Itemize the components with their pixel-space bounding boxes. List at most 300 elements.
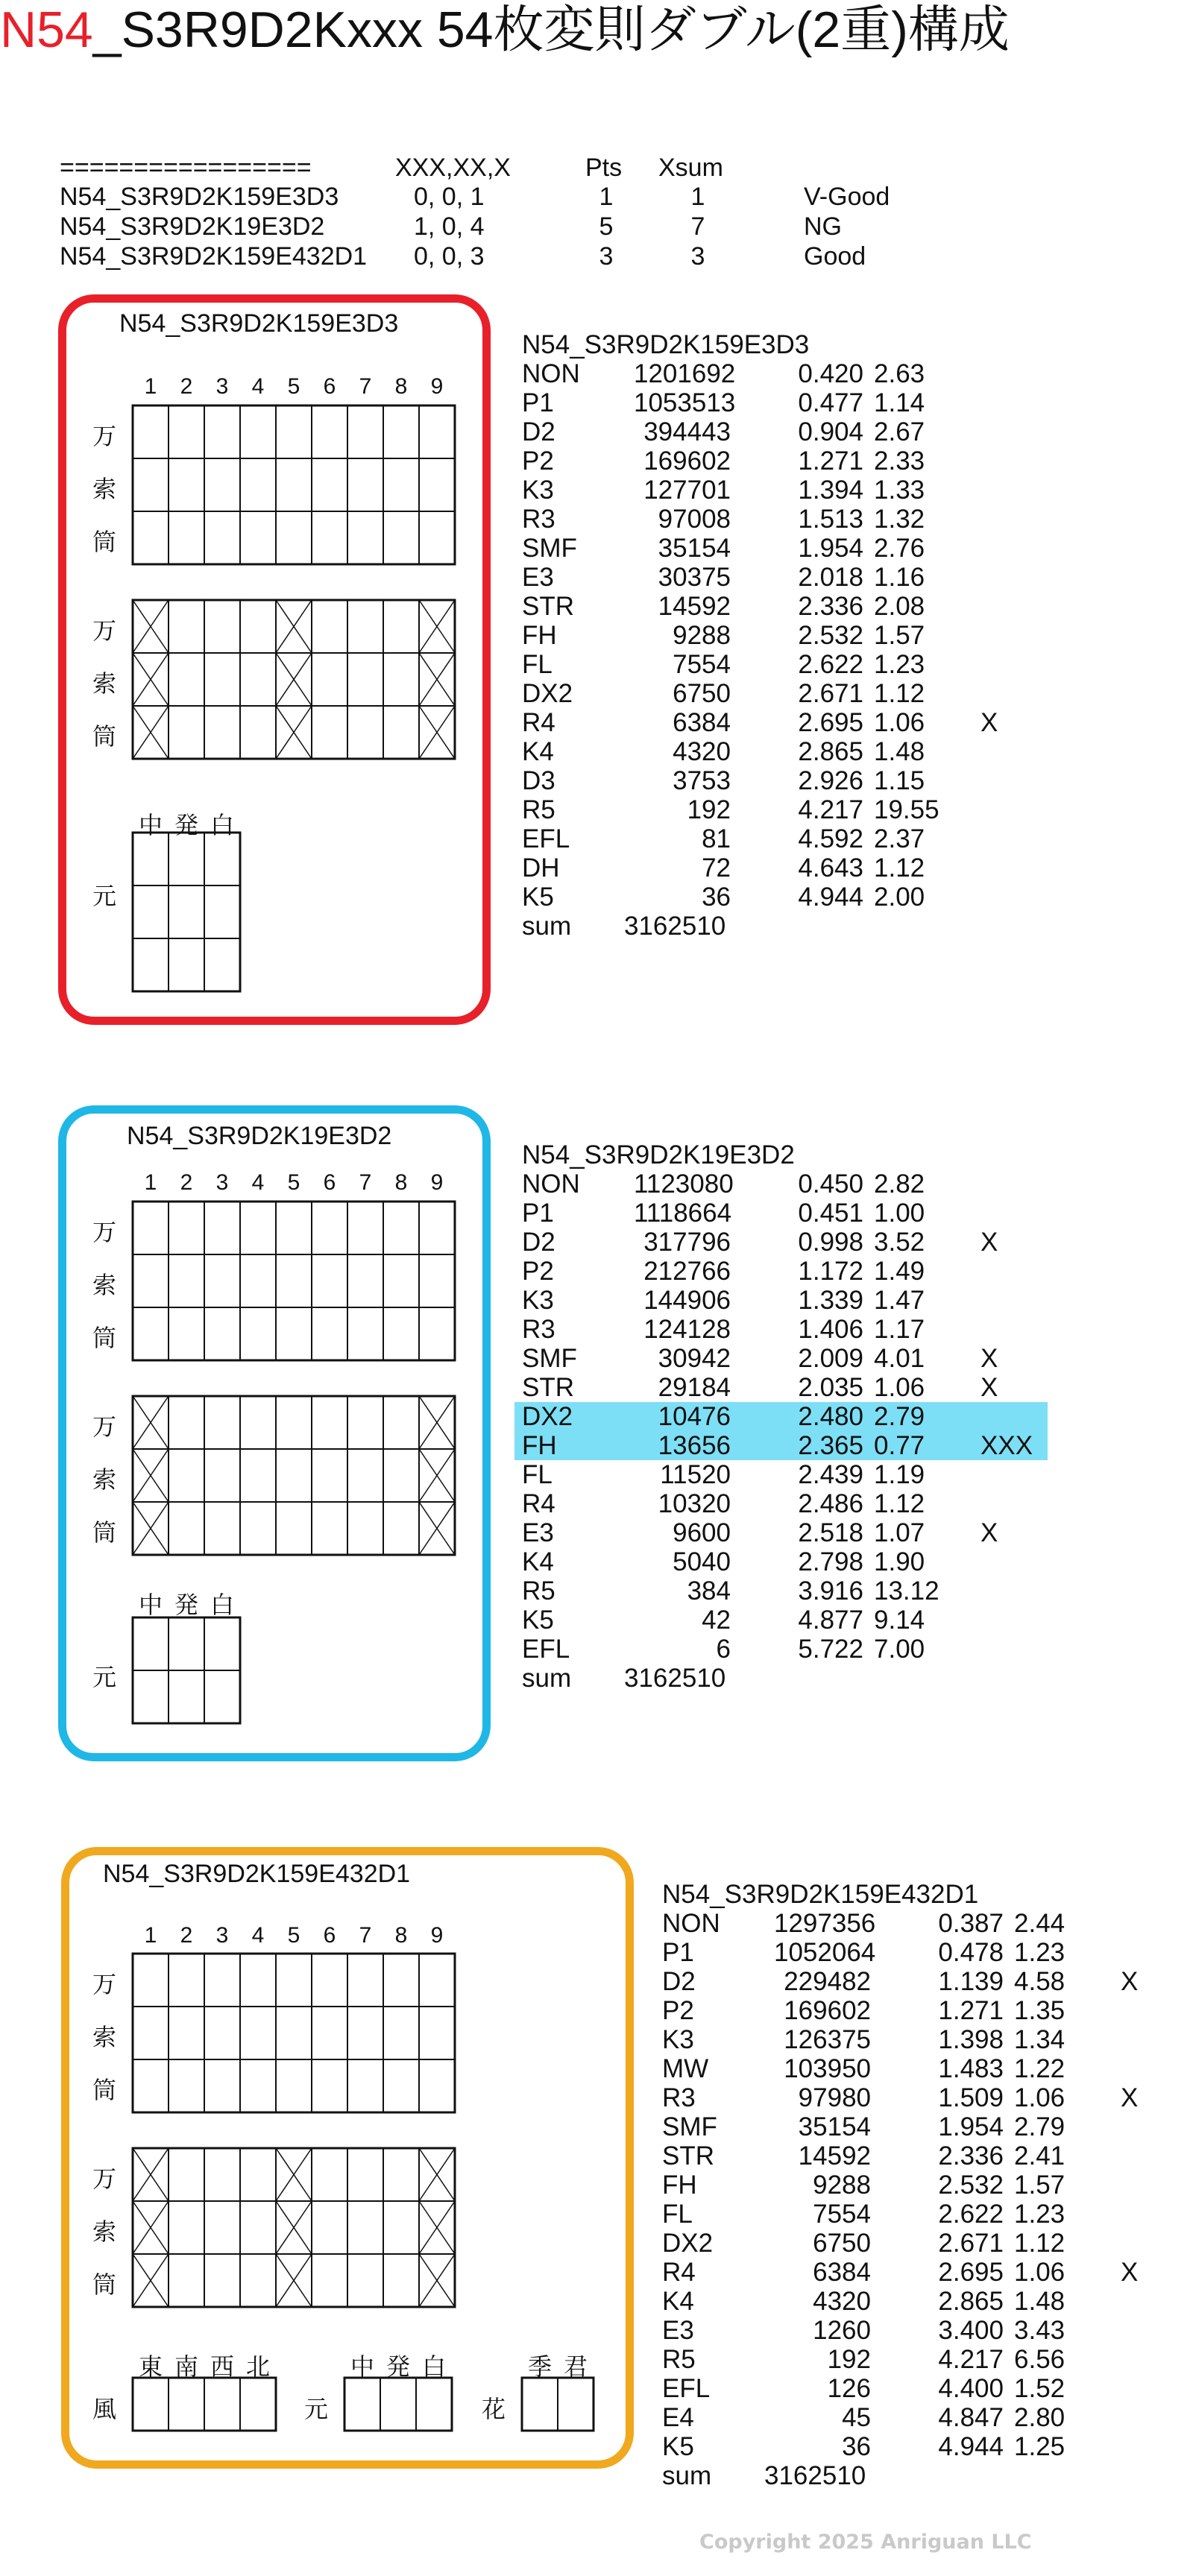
summary-name: N54_S3R9D2K159E3D3 <box>60 183 339 211</box>
stats-row <box>522 1431 1059 1460</box>
column-number: 9 <box>430 1170 444 1195</box>
column-number: 4 <box>251 1923 265 1948</box>
stats-hand: E3 <box>522 1518 554 1547</box>
stats-count: 126 <box>827 2374 871 2403</box>
stats-title: N54_S3R9D2K159E432D1 <box>662 1880 979 1909</box>
stats-hand: DX2 <box>522 1402 573 1431</box>
stats-score: 4.592 <box>798 824 863 853</box>
stats-ratio: 4.01 <box>874 1344 925 1373</box>
dragon-label: 発 <box>174 812 198 839</box>
stats-row <box>522 650 1059 679</box>
wind-label: 南 <box>174 2353 198 2380</box>
dragon-label: 中 <box>138 812 163 839</box>
stats-count: 6750 <box>673 679 731 708</box>
stats-hand: EFL <box>522 824 570 853</box>
stats-ratio: 1.06 <box>874 708 925 737</box>
stats-row <box>522 359 1059 388</box>
column-number: 6 <box>323 374 336 399</box>
stats-row <box>522 1402 1059 1431</box>
suit-label: 万 <box>92 617 117 644</box>
stats-score: 0.477 <box>798 388 863 417</box>
flower-suit-label: 花 <box>482 2396 506 2422</box>
column-number: 7 <box>359 374 372 399</box>
stats-row <box>522 534 1059 563</box>
stats-ratio: 1.23 <box>1014 1938 1065 1967</box>
stats-hand: SMF <box>522 534 577 563</box>
stats-row <box>662 1996 1147 2025</box>
stats-row <box>662 2432 1147 2461</box>
stats-score: 0.478 <box>938 1938 1004 1967</box>
wind-suit-label: 風 <box>92 2396 117 2422</box>
stats-ratio: 1.06 <box>1014 2258 1065 2287</box>
stats-count: 35154 <box>658 534 731 563</box>
stats-row <box>662 1909 1147 1938</box>
stats-count: 1052064 <box>774 1938 876 1967</box>
stats-score: 4.643 <box>798 853 863 883</box>
stats-count: 6384 <box>813 2258 871 2287</box>
stats-count: 192 <box>827 2345 871 2374</box>
stats-count: 13656 <box>658 1431 731 1460</box>
stats-row <box>662 1938 1147 1967</box>
stats-score: 3.916 <box>798 1576 863 1606</box>
stats-row <box>662 2345 1147 2374</box>
stats-score: 1.954 <box>938 2112 1004 2141</box>
stats-sum-value: 3162510 <box>764 2461 866 2490</box>
suit-label: 万 <box>92 2165 117 2192</box>
stats-score: 1.509 <box>938 2083 1004 2112</box>
stats-row <box>522 621 1059 650</box>
stats-count: 97980 <box>798 2083 871 2112</box>
stats-count: 7554 <box>673 650 731 679</box>
stats-score: 0.450 <box>798 1169 863 1199</box>
column-number: 5 <box>287 1170 300 1195</box>
stats-ratio: 1.48 <box>1014 2287 1065 2316</box>
summary-verdict: V-Good <box>804 183 890 211</box>
stats-hand: P1 <box>522 1199 554 1228</box>
column-number: 2 <box>180 1170 193 1195</box>
stats-count: 3753 <box>673 766 731 795</box>
stats-row <box>522 446 1059 476</box>
suit-label: 索 <box>92 476 117 502</box>
stats-hand: K3 <box>522 476 554 505</box>
stats-row <box>522 1199 1059 1228</box>
flower-label: 季 <box>527 2353 552 2380</box>
stats-row <box>522 417 1059 446</box>
dragon-label: 白 <box>421 2353 446 2380</box>
stats-row <box>522 1286 1059 1315</box>
stats-count: 6384 <box>673 708 731 737</box>
stats-ratio: 1.19 <box>874 1460 925 1489</box>
stats-score: 1.483 <box>938 2054 1004 2083</box>
stats-count: 169602 <box>784 1996 871 2025</box>
summary-header-name: ================= <box>60 154 312 182</box>
dragon-label: 中 <box>350 2353 374 2380</box>
stats-score: 2.518 <box>798 1518 863 1547</box>
stats-row <box>662 2171 1147 2200</box>
stats-score: 2.486 <box>798 1489 863 1518</box>
stats-row <box>662 2316 1147 2345</box>
stats-ratio: 1.52 <box>1014 2374 1065 2403</box>
stats-hand: E3 <box>522 563 554 592</box>
stats-score: 1.139 <box>938 1967 1004 1996</box>
stats-hand: NON <box>522 1169 580 1199</box>
stats-count: 1118664 <box>634 1199 732 1228</box>
column-number: 1 <box>144 374 157 399</box>
suit-label: 索 <box>92 670 117 697</box>
stats-count: 6750 <box>813 2229 871 2258</box>
stats-row <box>522 1169 1059 1199</box>
wind-label: 北 <box>245 2353 270 2380</box>
stats-score: 4.847 <box>938 2403 1004 2432</box>
stats-row <box>522 1315 1059 1344</box>
panel-title: N54_S3R9D2K159E3D3 <box>119 309 399 338</box>
stats-ratio: 2.00 <box>874 883 925 912</box>
stats-hand: K3 <box>522 1286 554 1315</box>
stats-count: 10320 <box>658 1489 731 1518</box>
stats-hand: STR <box>522 592 574 621</box>
stats-hand: K4 <box>662 2287 694 2316</box>
flower-grid <box>520 2376 595 2432</box>
stats-count: 1297356 <box>774 1909 876 1938</box>
stats-sum-value: 3162510 <box>624 1664 726 1693</box>
stats-score: 2.532 <box>798 621 863 650</box>
stats-count: 126375 <box>784 2025 871 2054</box>
stats-row <box>522 563 1059 592</box>
stats-row <box>522 1344 1059 1373</box>
stats-row <box>522 708 1059 737</box>
stats-count: 127701 <box>643 476 731 505</box>
column-number: 8 <box>394 1923 408 1948</box>
stats-count: 103950 <box>784 2054 871 2083</box>
stats-count: 124128 <box>643 1315 731 1344</box>
stats-row <box>522 505 1059 534</box>
stats-ratio: 2.76 <box>874 534 925 563</box>
stats-score: 4.217 <box>938 2345 1004 2374</box>
stats-score: 2.671 <box>938 2229 1004 2258</box>
column-number: 8 <box>394 374 408 399</box>
stats-hand: SMF <box>522 1344 577 1373</box>
suit-grid-bottom <box>131 599 456 760</box>
stats-ratio: 1.12 <box>1014 2229 1065 2258</box>
summary-xxx: 0, 0, 1 <box>414 183 485 211</box>
grid-border <box>344 2378 452 2431</box>
stats-score: 2.480 <box>798 1402 863 1431</box>
panel-title: N54_S3R9D2K159E432D1 <box>103 1860 411 1888</box>
stats-count: 144906 <box>643 1286 731 1315</box>
panel-title: N54_S3R9D2K19E3D2 <box>127 1122 392 1150</box>
stats-ratio: 13.12 <box>874 1576 939 1606</box>
stats-score: 1.271 <box>938 1996 1004 2025</box>
stats-score: 0.904 <box>798 417 863 446</box>
stats-hand: R3 <box>662 2083 696 2112</box>
stats-score: 2.798 <box>798 1547 863 1576</box>
stats-hand: P2 <box>662 1996 694 2025</box>
stats-ratio: 1.00 <box>874 1199 925 1228</box>
suit-label: 万 <box>92 1413 117 1440</box>
stats-ratio: 1.06 <box>874 1373 925 1402</box>
stats-score: 2.009 <box>798 1344 863 1373</box>
stats-hand: K5 <box>522 883 554 912</box>
stats-ratio: 3.52 <box>874 1228 925 1257</box>
stats-score: 1.398 <box>938 2025 1004 2054</box>
suit-grid-bottom <box>131 1395 456 1556</box>
stats-mark: X <box>980 1228 998 1257</box>
stats-sum-value: 3162510 <box>624 912 726 941</box>
dragon-label: 発 <box>385 2353 410 2380</box>
stats-ratio: 1.57 <box>874 621 925 650</box>
stats-score: 0.420 <box>798 359 863 388</box>
summary-pts: 3 <box>599 242 614 271</box>
stats-score: 1.172 <box>798 1257 863 1286</box>
suit-label: 索 <box>92 2024 117 2051</box>
stats-mark: X <box>1121 2083 1139 2112</box>
grid-border <box>133 1954 455 2112</box>
stats-count: 317796 <box>643 1228 731 1257</box>
stats-count: 169602 <box>643 446 731 476</box>
stats-mark: XXX <box>980 1431 1033 1460</box>
stats-score: 1.271 <box>798 446 863 476</box>
stats-ratio: 2.80 <box>1014 2403 1065 2432</box>
stats-ratio: 1.34 <box>1014 2025 1065 2054</box>
stats-ratio: 1.12 <box>874 1489 925 1518</box>
summary-header-xsum: Xsum <box>658 154 723 182</box>
stats-ratio: 1.07 <box>874 1518 925 1547</box>
stats-count: 1260 <box>813 2316 871 2345</box>
stats-hand: R4 <box>522 1489 555 1518</box>
stats-hand: R3 <box>522 1315 555 1344</box>
stats-ratio: 2.67 <box>874 417 925 446</box>
stats-hand: P2 <box>522 1257 554 1286</box>
stats-ratio: 0.77 <box>874 1431 925 1460</box>
stats-table <box>522 1140 1059 1693</box>
grid-border <box>133 833 240 991</box>
title-prefix: N54 <box>0 1 93 58</box>
stats-ratio: 2.82 <box>874 1169 925 1199</box>
stats-ratio: 1.57 <box>1014 2171 1065 2200</box>
column-number: 1 <box>144 1923 157 1948</box>
stats-score: 2.865 <box>798 737 863 766</box>
stats-score: 2.532 <box>938 2171 1004 2200</box>
stats-ratio: 2.79 <box>874 1402 925 1431</box>
summary-xsum: 1 <box>690 183 705 211</box>
stats-ratio: 2.08 <box>874 592 925 621</box>
column-number: 3 <box>215 1923 229 1948</box>
column-number: 1 <box>144 1170 157 1195</box>
dragon-suit-label: 元 <box>304 2396 329 2422</box>
stats-score: 0.387 <box>938 1909 1004 1938</box>
stats-hand: E3 <box>662 2316 694 2345</box>
page-title <box>0 0 1193 60</box>
dragon-label: 発 <box>174 1591 198 1618</box>
column-number: 2 <box>180 1923 193 1948</box>
stats-count: 72 <box>702 853 731 883</box>
stats-count: 1053513 <box>634 388 736 417</box>
stats-ratio: 9.14 <box>874 1606 925 1635</box>
summary-verdict: NG <box>804 212 842 241</box>
stats-row <box>662 2229 1147 2258</box>
column-number: 7 <box>359 1170 372 1195</box>
stats-count: 29184 <box>658 1373 731 1402</box>
stats-sum-row <box>522 912 1059 941</box>
stats-hand: R5 <box>522 795 555 824</box>
stats-ratio: 2.41 <box>1014 2141 1065 2171</box>
stats-score: 1.954 <box>798 534 863 563</box>
stats-row <box>522 737 1059 766</box>
stats-ratio: 7.00 <box>874 1635 925 1664</box>
stats-ratio: 2.63 <box>874 359 925 388</box>
summary-header-pts: Pts <box>585 154 623 182</box>
stats-score: 1.406 <box>798 1315 863 1344</box>
stats-count: 394443 <box>643 417 731 446</box>
stats-ratio: 1.14 <box>874 388 925 417</box>
title-rest: _S3R9D2Kxxx 54枚変則ダブル(2重)構成 <box>92 1 1010 58</box>
stats-score: 2.622 <box>798 650 863 679</box>
stats-hand: P1 <box>522 388 554 417</box>
stats-count: 11520 <box>660 1460 731 1489</box>
stats-row <box>522 679 1059 708</box>
stats-hand: R5 <box>662 2345 696 2374</box>
stats-row <box>662 2200 1147 2229</box>
stats-count: 36 <box>842 2432 871 2461</box>
stats-score: 1.513 <box>798 505 863 534</box>
stats-score: 2.035 <box>798 1373 863 1402</box>
stats-score: 2.865 <box>938 2287 1004 2316</box>
stats-row <box>522 1576 1059 1606</box>
stats-mark: X <box>1121 1967 1139 1996</box>
stats-count: 7554 <box>813 2200 871 2229</box>
stats-ratio: 3.43 <box>1014 2316 1065 2345</box>
stats-row <box>662 2258 1147 2287</box>
stats-ratio: 6.56 <box>1014 2345 1065 2374</box>
wind-label: 西 <box>210 2353 234 2380</box>
stats-ratio: 1.17 <box>874 1315 925 1344</box>
stats-row <box>522 1460 1059 1489</box>
stats-count: 6 <box>716 1635 731 1664</box>
suit-grid-bottom <box>131 2147 456 2308</box>
stats-row <box>662 2112 1147 2141</box>
stats-count: 30375 <box>658 563 731 592</box>
stats-score: 2.336 <box>938 2141 1004 2171</box>
stats-score: 2.336 <box>798 592 863 621</box>
stats-sum-label: sum <box>662 2461 712 2490</box>
summary-header-xxx: XXX,XX,X <box>395 154 511 182</box>
stats-count: 81 <box>702 824 731 853</box>
dragon-grid <box>131 1616 242 1725</box>
stats-hand: R4 <box>662 2258 696 2287</box>
stats-ratio: 1.23 <box>1014 2200 1065 2229</box>
suit-label: 筒 <box>92 723 117 750</box>
stats-row <box>662 2374 1147 2403</box>
stats-count: 42 <box>702 1606 731 1635</box>
stats-score: 2.695 <box>798 708 863 737</box>
stats-row <box>522 1518 1059 1547</box>
stats-mark: X <box>980 708 998 737</box>
stats-hand: STR <box>662 2141 714 2171</box>
suit-label: 筒 <box>92 1519 117 1546</box>
suit-label: 万 <box>92 1219 117 1246</box>
stats-hand: EFL <box>522 1635 570 1664</box>
column-number: 7 <box>359 1923 372 1948</box>
stats-title: N54_S3R9D2K19E3D2 <box>522 1140 795 1169</box>
stats-ratio: 1.47 <box>874 1286 925 1315</box>
dragon-label: 白 <box>210 1591 234 1618</box>
stats-score: 0.451 <box>798 1199 863 1228</box>
stats-row <box>662 2083 1147 2112</box>
summary-name: N54_S3R9D2K19E3D2 <box>60 212 325 241</box>
stats-ratio: 1.32 <box>874 505 925 534</box>
stats-row <box>522 1373 1059 1402</box>
stats-score: 4.944 <box>798 883 863 912</box>
stats-count: 1201692 <box>634 359 736 388</box>
column-number: 5 <box>287 1923 300 1948</box>
column-number: 3 <box>215 374 229 399</box>
summary-xsum: 3 <box>690 242 705 271</box>
stats-table <box>522 330 1059 941</box>
stats-count: 14592 <box>798 2141 871 2171</box>
summary-xxx: 0, 0, 3 <box>414 242 485 271</box>
stats-hand: NON <box>662 1909 720 1938</box>
stats-hand: NON <box>522 359 580 388</box>
column-number: 4 <box>251 374 265 399</box>
stats-score: 2.695 <box>938 2258 1004 2287</box>
stats-ratio: 1.49 <box>874 1257 925 1286</box>
stats-count: 229482 <box>784 1967 871 1996</box>
column-number: 5 <box>287 374 300 399</box>
stats-hand: P1 <box>662 1938 694 1967</box>
stats-ratio: 1.23 <box>874 650 925 679</box>
stats-hand: FH <box>522 621 557 650</box>
stats-row <box>522 824 1059 853</box>
column-number: 8 <box>394 1170 408 1195</box>
stats-hand: FL <box>522 1460 553 1489</box>
stats-score: 1.339 <box>798 1286 863 1315</box>
stats-score: 2.671 <box>798 679 863 708</box>
dragon-label: 白 <box>210 812 234 839</box>
stats-count: 97008 <box>658 505 731 534</box>
stats-row <box>662 2403 1147 2432</box>
suit-grid-top <box>131 1952 456 2114</box>
wind-grid <box>131 2376 277 2432</box>
stats-hand: DX2 <box>662 2229 714 2258</box>
summary-pts: 5 <box>599 212 614 241</box>
stats-row <box>522 1635 1059 1664</box>
stats-row <box>522 1489 1059 1518</box>
stats-count: 9288 <box>813 2171 871 2200</box>
stats-ratio: 1.48 <box>874 737 925 766</box>
stats-count: 30942 <box>658 1344 731 1373</box>
stats-hand: K5 <box>522 1606 554 1635</box>
stats-row <box>522 766 1059 795</box>
stats-hand: R3 <box>522 505 555 534</box>
stats-count: 1123080 <box>634 1169 734 1199</box>
stats-sum-row <box>662 2461 1147 2490</box>
summary-xsum: 7 <box>690 212 705 241</box>
stats-ratio: 1.90 <box>874 1547 925 1576</box>
stats-sum-label: sum <box>522 1664 572 1693</box>
suit-label: 索 <box>92 2218 117 2245</box>
stats-row <box>522 1228 1059 1257</box>
stats-mark: X <box>980 1344 998 1373</box>
suit-label: 万 <box>92 1971 117 1998</box>
stats-ratio: 4.58 <box>1014 1967 1065 1996</box>
stats-score: 1.394 <box>798 476 863 505</box>
stats-row <box>662 2287 1147 2316</box>
stats-hand: STR <box>522 1373 574 1402</box>
stats-ratio: 1.16 <box>874 563 925 592</box>
stats-hand: FL <box>522 650 553 679</box>
dragon-suit-label: 元 <box>92 883 117 909</box>
stats-count: 45 <box>842 2403 871 2432</box>
